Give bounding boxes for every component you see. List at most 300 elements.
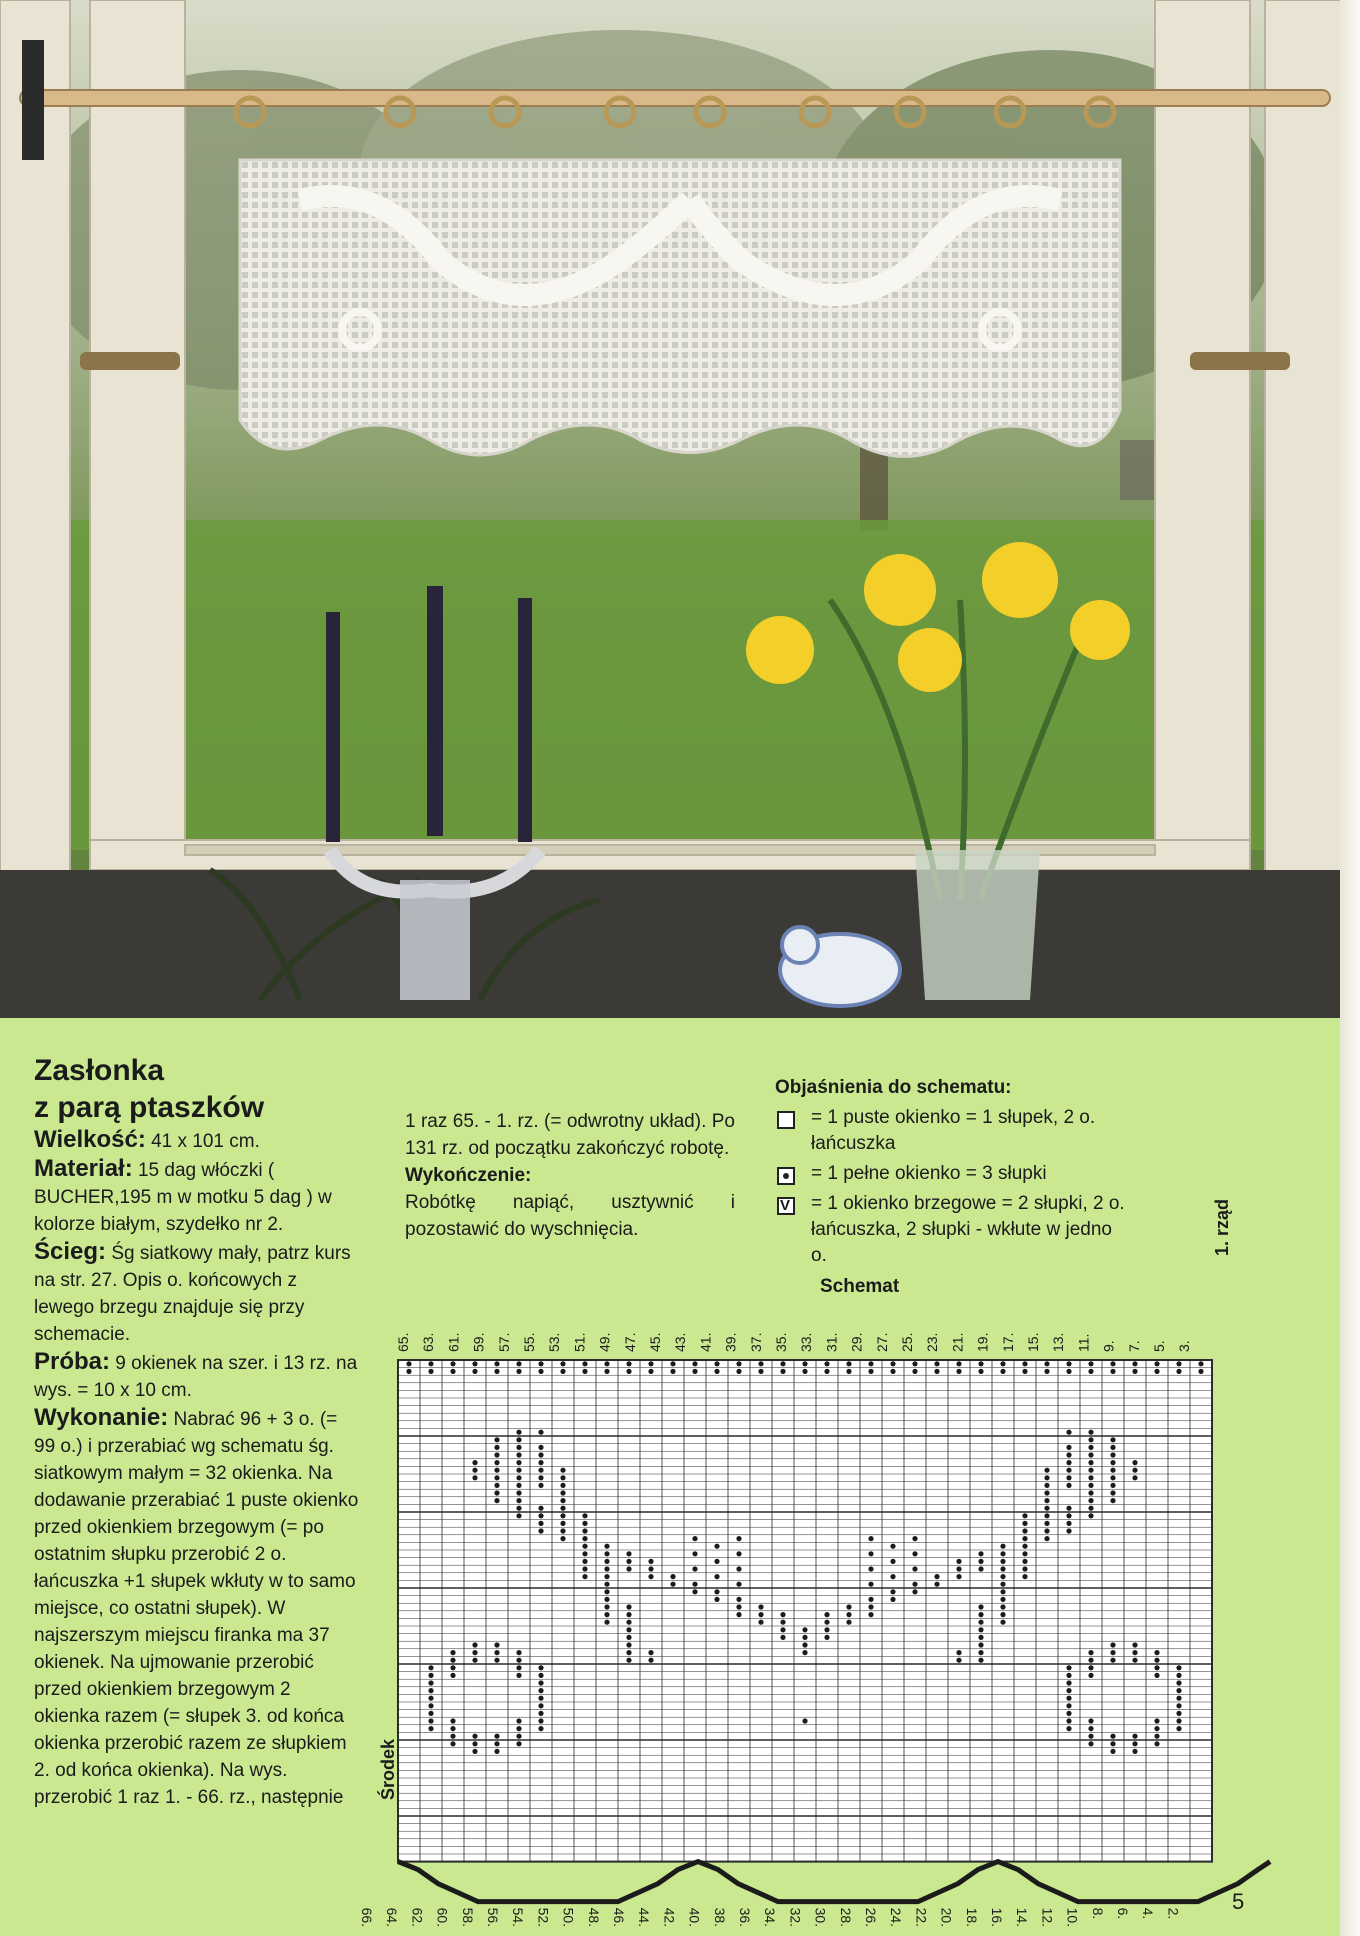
chart-dot xyxy=(472,1460,477,1465)
chart-bottom-label: 30. xyxy=(812,1907,829,1928)
chart-dot xyxy=(1198,1361,1203,1366)
chart-dot xyxy=(582,1559,587,1564)
chart-dot xyxy=(538,1521,543,1526)
chart-dot xyxy=(1154,1673,1159,1678)
chart-dot xyxy=(494,1734,499,1739)
chart-dot xyxy=(934,1361,939,1366)
chart-dot xyxy=(956,1574,961,1579)
chart-top-label: 21. xyxy=(949,1332,966,1352)
chart-dot xyxy=(1176,1665,1181,1670)
chart-dot xyxy=(1088,1460,1093,1465)
chart-dot xyxy=(1044,1513,1049,1518)
chart-dot xyxy=(978,1650,983,1655)
center-label: Środek xyxy=(378,1738,398,1800)
chart-top-label: 19. xyxy=(974,1332,991,1352)
chart-top-label: 45. xyxy=(647,1332,663,1352)
chart-dot xyxy=(736,1604,741,1609)
chart-dot xyxy=(494,1437,499,1442)
chart-bottom-label: 2. xyxy=(1165,1907,1182,1920)
chart-dot xyxy=(538,1361,543,1366)
chart-dot xyxy=(560,1483,565,1488)
chart-bottom-label: 58. xyxy=(459,1907,476,1928)
chart-dot xyxy=(494,1445,499,1450)
chart-bottom-label: 26. xyxy=(863,1907,879,1928)
chart-dot xyxy=(890,1544,895,1549)
chart-dot xyxy=(450,1718,455,1723)
chart-dot xyxy=(1066,1369,1071,1374)
chart-dot xyxy=(538,1369,543,1374)
chart-dot xyxy=(802,1369,807,1374)
chart-bottom-label: 10. xyxy=(1064,1907,1081,1928)
chart-dot xyxy=(626,1635,631,1640)
chart-dot xyxy=(978,1361,983,1366)
chart-dot xyxy=(1066,1696,1071,1701)
chart-dot xyxy=(582,1361,587,1366)
chart-dot xyxy=(626,1604,631,1609)
chart-dot xyxy=(538,1680,543,1685)
chart-dot xyxy=(868,1566,873,1571)
chart-bottom-label: 8. xyxy=(1089,1907,1106,1920)
chart-top-label: 7. xyxy=(1125,1340,1142,1352)
finish-label: Wykończenie: xyxy=(405,1165,532,1186)
chart-dot xyxy=(1066,1680,1071,1685)
chart-dot xyxy=(912,1582,917,1587)
chart-dot xyxy=(956,1650,961,1655)
chart-dot xyxy=(1154,1369,1159,1374)
chart-dot xyxy=(1022,1566,1027,1571)
size-value: 41 x 101 cm. xyxy=(151,1131,260,1152)
chart-bottom-label: 44. xyxy=(636,1907,653,1928)
chart-dot xyxy=(1066,1703,1071,1708)
chart-legend xyxy=(775,1075,1125,1269)
chart-dot xyxy=(1154,1718,1159,1723)
stitch-paragraph xyxy=(34,1238,360,1348)
chart-top-label: 9. xyxy=(1100,1340,1117,1352)
chart-dot xyxy=(648,1574,653,1579)
chart-dot xyxy=(1022,1574,1027,1579)
chart-dot xyxy=(472,1658,477,1663)
chart-dot xyxy=(824,1620,829,1625)
chart-dot xyxy=(450,1673,455,1678)
chart-dot xyxy=(1176,1673,1181,1678)
chart-dot xyxy=(978,1559,983,1564)
chart-dot xyxy=(538,1665,543,1670)
chart-dot xyxy=(1088,1498,1093,1503)
chart-top-label: 37. xyxy=(747,1332,764,1352)
chart-dot xyxy=(1044,1490,1049,1495)
work-paragraph xyxy=(34,1404,360,1811)
legend-item-text: = 1 puste okienko = 1 słupek, 2 o. łańcuszka xyxy=(811,1107,1096,1154)
finish-value: Robótkę napiąć, usztywnić i pozostawić do wyschnięcia. xyxy=(405,1192,735,1240)
chart-dot xyxy=(1088,1445,1093,1450)
chart-dot xyxy=(1000,1582,1005,1587)
chart-dot xyxy=(560,1536,565,1541)
chart-dot xyxy=(1110,1445,1115,1450)
chart-bottom-label: 28. xyxy=(837,1907,854,1928)
chart-dot xyxy=(626,1559,631,1564)
chart-top-label: 3. xyxy=(1176,1340,1193,1352)
chart-dot xyxy=(1132,1369,1137,1374)
chart-dot xyxy=(868,1551,873,1556)
chart-dot xyxy=(1088,1734,1093,1739)
chart-dot xyxy=(538,1445,543,1450)
chart-dot xyxy=(1110,1483,1115,1488)
gauge-label: Próba: xyxy=(34,1348,111,1375)
chart-dot xyxy=(1022,1544,1027,1549)
chart-bottom-label: 18. xyxy=(963,1907,980,1928)
chart-dot xyxy=(1110,1361,1115,1366)
chart-dot xyxy=(1000,1574,1005,1579)
chart-dot xyxy=(1132,1361,1137,1366)
chart-dot xyxy=(780,1620,785,1625)
chart-dot xyxy=(626,1650,631,1655)
work-label: Wykonanie: xyxy=(34,1404,169,1431)
gauge-paragraph xyxy=(34,1348,360,1404)
chart-dot xyxy=(1066,1665,1071,1670)
chart-dot xyxy=(1000,1559,1005,1564)
chart-dot xyxy=(714,1574,719,1579)
chart-top-label: 17. xyxy=(999,1332,1016,1352)
chart-dot xyxy=(1088,1741,1093,1746)
chart-top-label: 63. xyxy=(420,1332,437,1352)
chart-dot xyxy=(516,1369,521,1374)
chart-dot xyxy=(1066,1711,1071,1716)
chart-dot xyxy=(714,1369,719,1374)
chart-bottom-label: 34. xyxy=(762,1907,779,1928)
chart-dot xyxy=(758,1369,763,1374)
chart-dot xyxy=(538,1696,543,1701)
chart-dot xyxy=(626,1369,631,1374)
chart-bottom-label: 32. xyxy=(787,1907,804,1928)
chart-dot xyxy=(1066,1475,1071,1480)
chart-dot xyxy=(538,1468,543,1473)
chart-dot xyxy=(1044,1361,1049,1366)
chart-dot xyxy=(780,1612,785,1617)
chart-bottom-label: 6. xyxy=(1115,1907,1131,1920)
instructions-middle-column xyxy=(405,1108,735,1243)
chart-dot xyxy=(1022,1361,1027,1366)
chart-dot xyxy=(604,1574,609,1579)
chart-dot xyxy=(1176,1703,1181,1708)
chart-dot xyxy=(1022,1551,1027,1556)
chart-top-label: 41. xyxy=(697,1332,714,1352)
chart-bottom-label: 24. xyxy=(888,1907,905,1928)
chart-dot xyxy=(428,1665,433,1670)
chart-dot xyxy=(560,1506,565,1511)
chart-dot xyxy=(692,1582,697,1587)
chart-dot xyxy=(450,1726,455,1731)
chart-dot xyxy=(494,1498,499,1503)
chart-bottom-label: 42. xyxy=(661,1907,678,1928)
chart-dot xyxy=(604,1612,609,1617)
chart-dot xyxy=(1110,1475,1115,1480)
size-label: Wielkość: xyxy=(34,1126,146,1153)
chart-dot xyxy=(1110,1437,1115,1442)
chart-dot xyxy=(406,1369,411,1374)
chart-bottom-label: 20. xyxy=(938,1907,955,1928)
chart-dot xyxy=(538,1483,543,1488)
page-number: 5 xyxy=(1232,1889,1245,1914)
chart-dot xyxy=(978,1658,983,1663)
chart-dot xyxy=(428,1369,433,1374)
chart-bottom-label: 56. xyxy=(485,1907,501,1928)
chart-dot xyxy=(516,1741,521,1746)
chart-dot xyxy=(538,1711,543,1716)
chart-dot xyxy=(1044,1369,1049,1374)
chart-dot xyxy=(516,1430,521,1435)
chart-bottom-label: 62. xyxy=(409,1907,426,1928)
chart-dot xyxy=(516,1498,521,1503)
chart-dot xyxy=(516,1490,521,1495)
chart-dot xyxy=(1176,1718,1181,1723)
chart-dot xyxy=(516,1468,521,1473)
chart-dot xyxy=(1088,1483,1093,1488)
chart-dot xyxy=(780,1627,785,1632)
chart-dot xyxy=(1066,1452,1071,1457)
chart-dot xyxy=(1088,1452,1093,1457)
chart-dot xyxy=(1044,1536,1049,1541)
chart-dot xyxy=(912,1566,917,1571)
chart-dot xyxy=(648,1361,653,1366)
chart-dot xyxy=(648,1650,653,1655)
chart-dot xyxy=(604,1582,609,1587)
chart-dot xyxy=(1000,1551,1005,1556)
chart-dot xyxy=(1044,1506,1049,1511)
chart-bottom-label: 64. xyxy=(384,1907,401,1928)
chart-dot xyxy=(582,1536,587,1541)
chart-dot xyxy=(978,1551,983,1556)
chart-dot xyxy=(538,1506,543,1511)
chart-dot xyxy=(582,1574,587,1579)
chart-top-label: 65. xyxy=(395,1332,411,1352)
chart-dot xyxy=(538,1726,543,1731)
chart-dot xyxy=(1000,1544,1005,1549)
chart-dot xyxy=(494,1361,499,1366)
chart-dot xyxy=(472,1749,477,1754)
lace-curtain-icon xyxy=(240,160,1120,456)
chart-dot xyxy=(780,1635,785,1640)
gauge-value: 9 okienek na szer. i 13 rz. na wys. = 10 x 10 cm. xyxy=(34,1353,358,1401)
chart-dot xyxy=(1022,1536,1027,1541)
chart-dot xyxy=(428,1718,433,1723)
stitch-label: Ścieg: xyxy=(34,1238,107,1265)
chart-dot xyxy=(736,1536,741,1541)
chart-dot xyxy=(692,1369,697,1374)
chart-dot xyxy=(1198,1369,1203,1374)
chart-dot xyxy=(516,1452,521,1457)
chart-dot xyxy=(978,1627,983,1632)
chart-dot xyxy=(956,1559,961,1564)
chart-dot xyxy=(472,1650,477,1655)
chart-top-label: 31. xyxy=(823,1332,840,1352)
chart-bottom-label: 48. xyxy=(585,1907,602,1928)
chart-dot xyxy=(472,1475,477,1480)
chart-dot xyxy=(494,1490,499,1495)
chart-dot xyxy=(472,1361,477,1366)
chart-bottom-label: 14. xyxy=(1014,1907,1031,1928)
size-paragraph xyxy=(34,1126,360,1155)
chart-dot xyxy=(824,1361,829,1366)
chart-dot xyxy=(582,1369,587,1374)
chart-dot xyxy=(494,1658,499,1663)
chart-dot xyxy=(648,1566,653,1571)
chart-dot xyxy=(1132,1658,1137,1663)
chart-dot xyxy=(736,1582,741,1587)
chart-dot xyxy=(1022,1521,1027,1526)
chart-dot xyxy=(604,1361,609,1366)
chart-dot xyxy=(846,1361,851,1366)
chart-dot xyxy=(582,1566,587,1571)
chart-dot xyxy=(846,1604,851,1609)
chart-dot xyxy=(1088,1673,1093,1678)
chart-dot xyxy=(890,1589,895,1594)
chart-dot xyxy=(1000,1620,1005,1625)
chart-dot xyxy=(450,1741,455,1746)
chart-dot xyxy=(1088,1437,1093,1442)
chart-dot xyxy=(890,1597,895,1602)
chart-dot xyxy=(494,1483,499,1488)
chart-dot xyxy=(648,1369,653,1374)
chart-dot xyxy=(604,1559,609,1564)
chart-dot xyxy=(978,1635,983,1640)
chart-dot xyxy=(1088,1665,1093,1670)
chart-dot xyxy=(582,1521,587,1526)
chart-scalloped-edge xyxy=(398,1862,1270,1902)
chart-bottom-label: 12. xyxy=(1039,1907,1056,1928)
chart-dot xyxy=(538,1528,543,1533)
chart-dot xyxy=(802,1627,807,1632)
chart-dot xyxy=(1154,1650,1159,1655)
chart-dot xyxy=(472,1741,477,1746)
chart-dot xyxy=(494,1468,499,1473)
chart-top-label: 25. xyxy=(899,1332,915,1352)
chart-dot xyxy=(736,1551,741,1556)
chart-dot xyxy=(428,1726,433,1731)
chart-dot xyxy=(560,1361,565,1366)
chart-grid xyxy=(398,1360,1212,1862)
chart-dot xyxy=(670,1582,675,1587)
chart-dot xyxy=(890,1369,895,1374)
chart-dot xyxy=(538,1513,543,1518)
chart-dot xyxy=(604,1620,609,1625)
chart-dot xyxy=(824,1627,829,1632)
chart-dot xyxy=(1110,1734,1115,1739)
chart-dot xyxy=(1110,1642,1115,1647)
chart-dot xyxy=(912,1536,917,1541)
chart-dot xyxy=(1132,1741,1137,1746)
chart-dot xyxy=(1088,1513,1093,1518)
chart-dot xyxy=(1176,1726,1181,1731)
chart-dot xyxy=(472,1642,477,1647)
legend-item-text: = 1 okienko brzegowe = 2 słupki, 2 o. łańcuszka, 2 słupki - wkłute w jedno o. xyxy=(811,1193,1125,1266)
chart-top-label: 33. xyxy=(798,1332,815,1352)
chart-dot xyxy=(516,1437,521,1442)
chart-top-label: 13. xyxy=(1050,1332,1067,1352)
chart-dot xyxy=(1110,1468,1115,1473)
row-label: 1. rząd xyxy=(1212,1198,1232,1256)
chart-dot xyxy=(1154,1726,1159,1731)
chart-dot xyxy=(1088,1475,1093,1480)
chart-dot xyxy=(1110,1498,1115,1503)
chart-dot xyxy=(626,1551,631,1556)
chart-dot xyxy=(582,1528,587,1533)
chart-dot xyxy=(560,1521,565,1526)
edge-square-icon xyxy=(777,1197,795,1215)
chart-top-label: 49. xyxy=(596,1332,613,1352)
chart-dot xyxy=(846,1369,851,1374)
chart-dot xyxy=(736,1612,741,1617)
chart-dot xyxy=(1044,1483,1049,1488)
chart-dot xyxy=(604,1551,609,1556)
chart-dot xyxy=(890,1574,895,1579)
material-paragraph xyxy=(34,1155,360,1238)
chart-dot xyxy=(868,1597,873,1602)
chart-dot xyxy=(802,1642,807,1647)
work-value: Nabrać 96 + 3 o. (= 99 o.) i przerabiać wg schematu śg. siatkowym małym = 32 okienka. Na dodawanie przerabiać 1 puste okienko przed okienkiem brzegowym (= po ostatnim słupku przerobić 2 o. łańcuszka +1 słupek wkłuty w to samo miejsce, co ostatni słupek). W najszerszym miejscu firanka ma 37 okienek. Na ujmowanie przerobić przed okienkiem brzegowym 2 okienka razem (= słupek 3. od końca okienka przerobić razem ze słupkiem 2. od końca okienka). Na wys. przerobić 1 raz 1. - 66. rz., następnie xyxy=(34,1409,359,1808)
chart-dot xyxy=(868,1582,873,1587)
chart-dot xyxy=(472,1734,477,1739)
chart-bottom-label: 36. xyxy=(737,1907,753,1928)
chart-dot xyxy=(516,1483,521,1488)
chart-top-label: 35. xyxy=(773,1332,789,1352)
chart-dot xyxy=(1066,1726,1071,1731)
chart-dot xyxy=(626,1658,631,1663)
chart-dot xyxy=(868,1536,873,1541)
chart-dot xyxy=(1110,1460,1115,1465)
legend-title: Objaśnienia do schematu: xyxy=(775,1077,1012,1098)
legend-item-edge xyxy=(775,1191,1125,1269)
chart-dot xyxy=(1088,1718,1093,1723)
chart-dot xyxy=(802,1361,807,1366)
chart-dot xyxy=(780,1369,785,1374)
chart-dot xyxy=(1066,1718,1071,1723)
chart-dot xyxy=(1110,1749,1115,1754)
chart-dot xyxy=(1066,1361,1071,1366)
chart-dot xyxy=(692,1361,697,1366)
chart-dot xyxy=(538,1688,543,1693)
chart-dot xyxy=(516,1658,521,1663)
chart-dot xyxy=(758,1612,763,1617)
chart-dot xyxy=(1088,1468,1093,1473)
filled-square-icon xyxy=(777,1167,795,1185)
chart-dot xyxy=(758,1604,763,1609)
chart-dot xyxy=(560,1528,565,1533)
chart-dot xyxy=(692,1551,697,1556)
chart-dot xyxy=(1132,1650,1137,1655)
chart-dot xyxy=(516,1718,521,1723)
chart-bottom-label: 22. xyxy=(913,1907,930,1928)
chart-dot xyxy=(626,1620,631,1625)
chart-dot xyxy=(1176,1696,1181,1701)
chart-bottom-label: 60. xyxy=(434,1907,451,1928)
chart-dot xyxy=(450,1650,455,1655)
chart-dot xyxy=(978,1604,983,1609)
chart-dot xyxy=(582,1551,587,1556)
chart-dot xyxy=(406,1361,411,1366)
chart-dot xyxy=(1154,1734,1159,1739)
chart-dot xyxy=(494,1369,499,1374)
chart-dot xyxy=(472,1468,477,1473)
chart-bottom-label: 50. xyxy=(560,1907,577,1928)
title-line2: z parą ptaszków xyxy=(34,1091,265,1124)
chart-dot xyxy=(472,1369,477,1374)
chart-dot xyxy=(736,1361,741,1366)
chart-top-label: 61. xyxy=(445,1332,462,1352)
chart-dot xyxy=(934,1369,939,1374)
chart-dot xyxy=(912,1551,917,1556)
legend-item-empty xyxy=(775,1105,1125,1157)
chart-dot xyxy=(1044,1475,1049,1480)
